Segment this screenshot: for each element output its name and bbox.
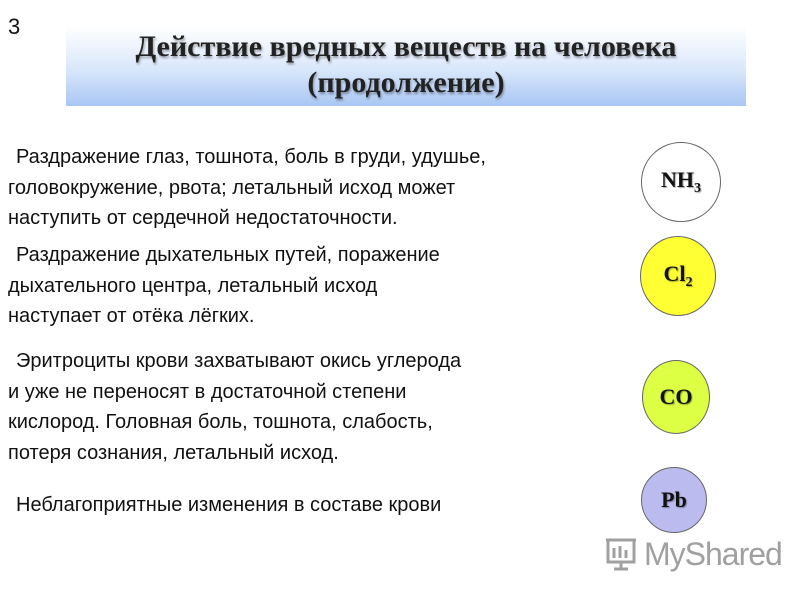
effect-line: Раздражение глаз, тошнота, боль в груди, удушье, <box>16 146 486 168</box>
effect-line: и уже не переносят в достаточной степени <box>8 380 407 403</box>
substance-formula: CO <box>659 384 693 409</box>
effect-description-co <box>8 346 461 468</box>
effect-description-pb <box>8 490 441 521</box>
substance-circle-co <box>642 360 710 434</box>
slide-number: 3 <box>8 14 21 39</box>
watermark-logo <box>604 536 782 572</box>
substance-circle-nh3 <box>641 142 721 222</box>
logo-text: MyShared <box>644 536 782 572</box>
effect-line: Неблагоприятные изменения в составе крови <box>16 494 442 516</box>
slide-subtitle: (продолжение) <box>307 66 505 99</box>
effect-line: кислород. Головная боль, тошнота, слабость, <box>8 411 433 433</box>
effect-line: Эритроциты крови захватывают окись углерода <box>16 350 462 372</box>
effect-line: потеря сознания, летальный исход. <box>8 441 339 464</box>
substance-formula: Pb <box>661 487 687 512</box>
substance-formula: $Cl_2$ <box>663 261 693 290</box>
effect-line: наступает от отёка лёгких. <box>8 305 255 327</box>
slide-title: Действие вредных веществ на человека <box>135 30 677 63</box>
effect-line: наступить от сердечной недостаточности. <box>8 207 398 229</box>
effect-line: дыхательного центра, летальный исход <box>8 274 378 297</box>
substance-circle-cl2 <box>640 236 716 316</box>
effect-line: головокружение, рвота; летальный исход может <box>8 176 456 199</box>
effect-line: Раздражение дыхательных путей, поражение <box>16 244 440 266</box>
substance-circle-pb <box>641 467 707 533</box>
effect-description-cl2 <box>8 240 440 332</box>
effect-description-nh3 <box>8 142 486 234</box>
title-banner <box>66 26 746 106</box>
substance-formula: $NH_3$ <box>661 167 701 196</box>
